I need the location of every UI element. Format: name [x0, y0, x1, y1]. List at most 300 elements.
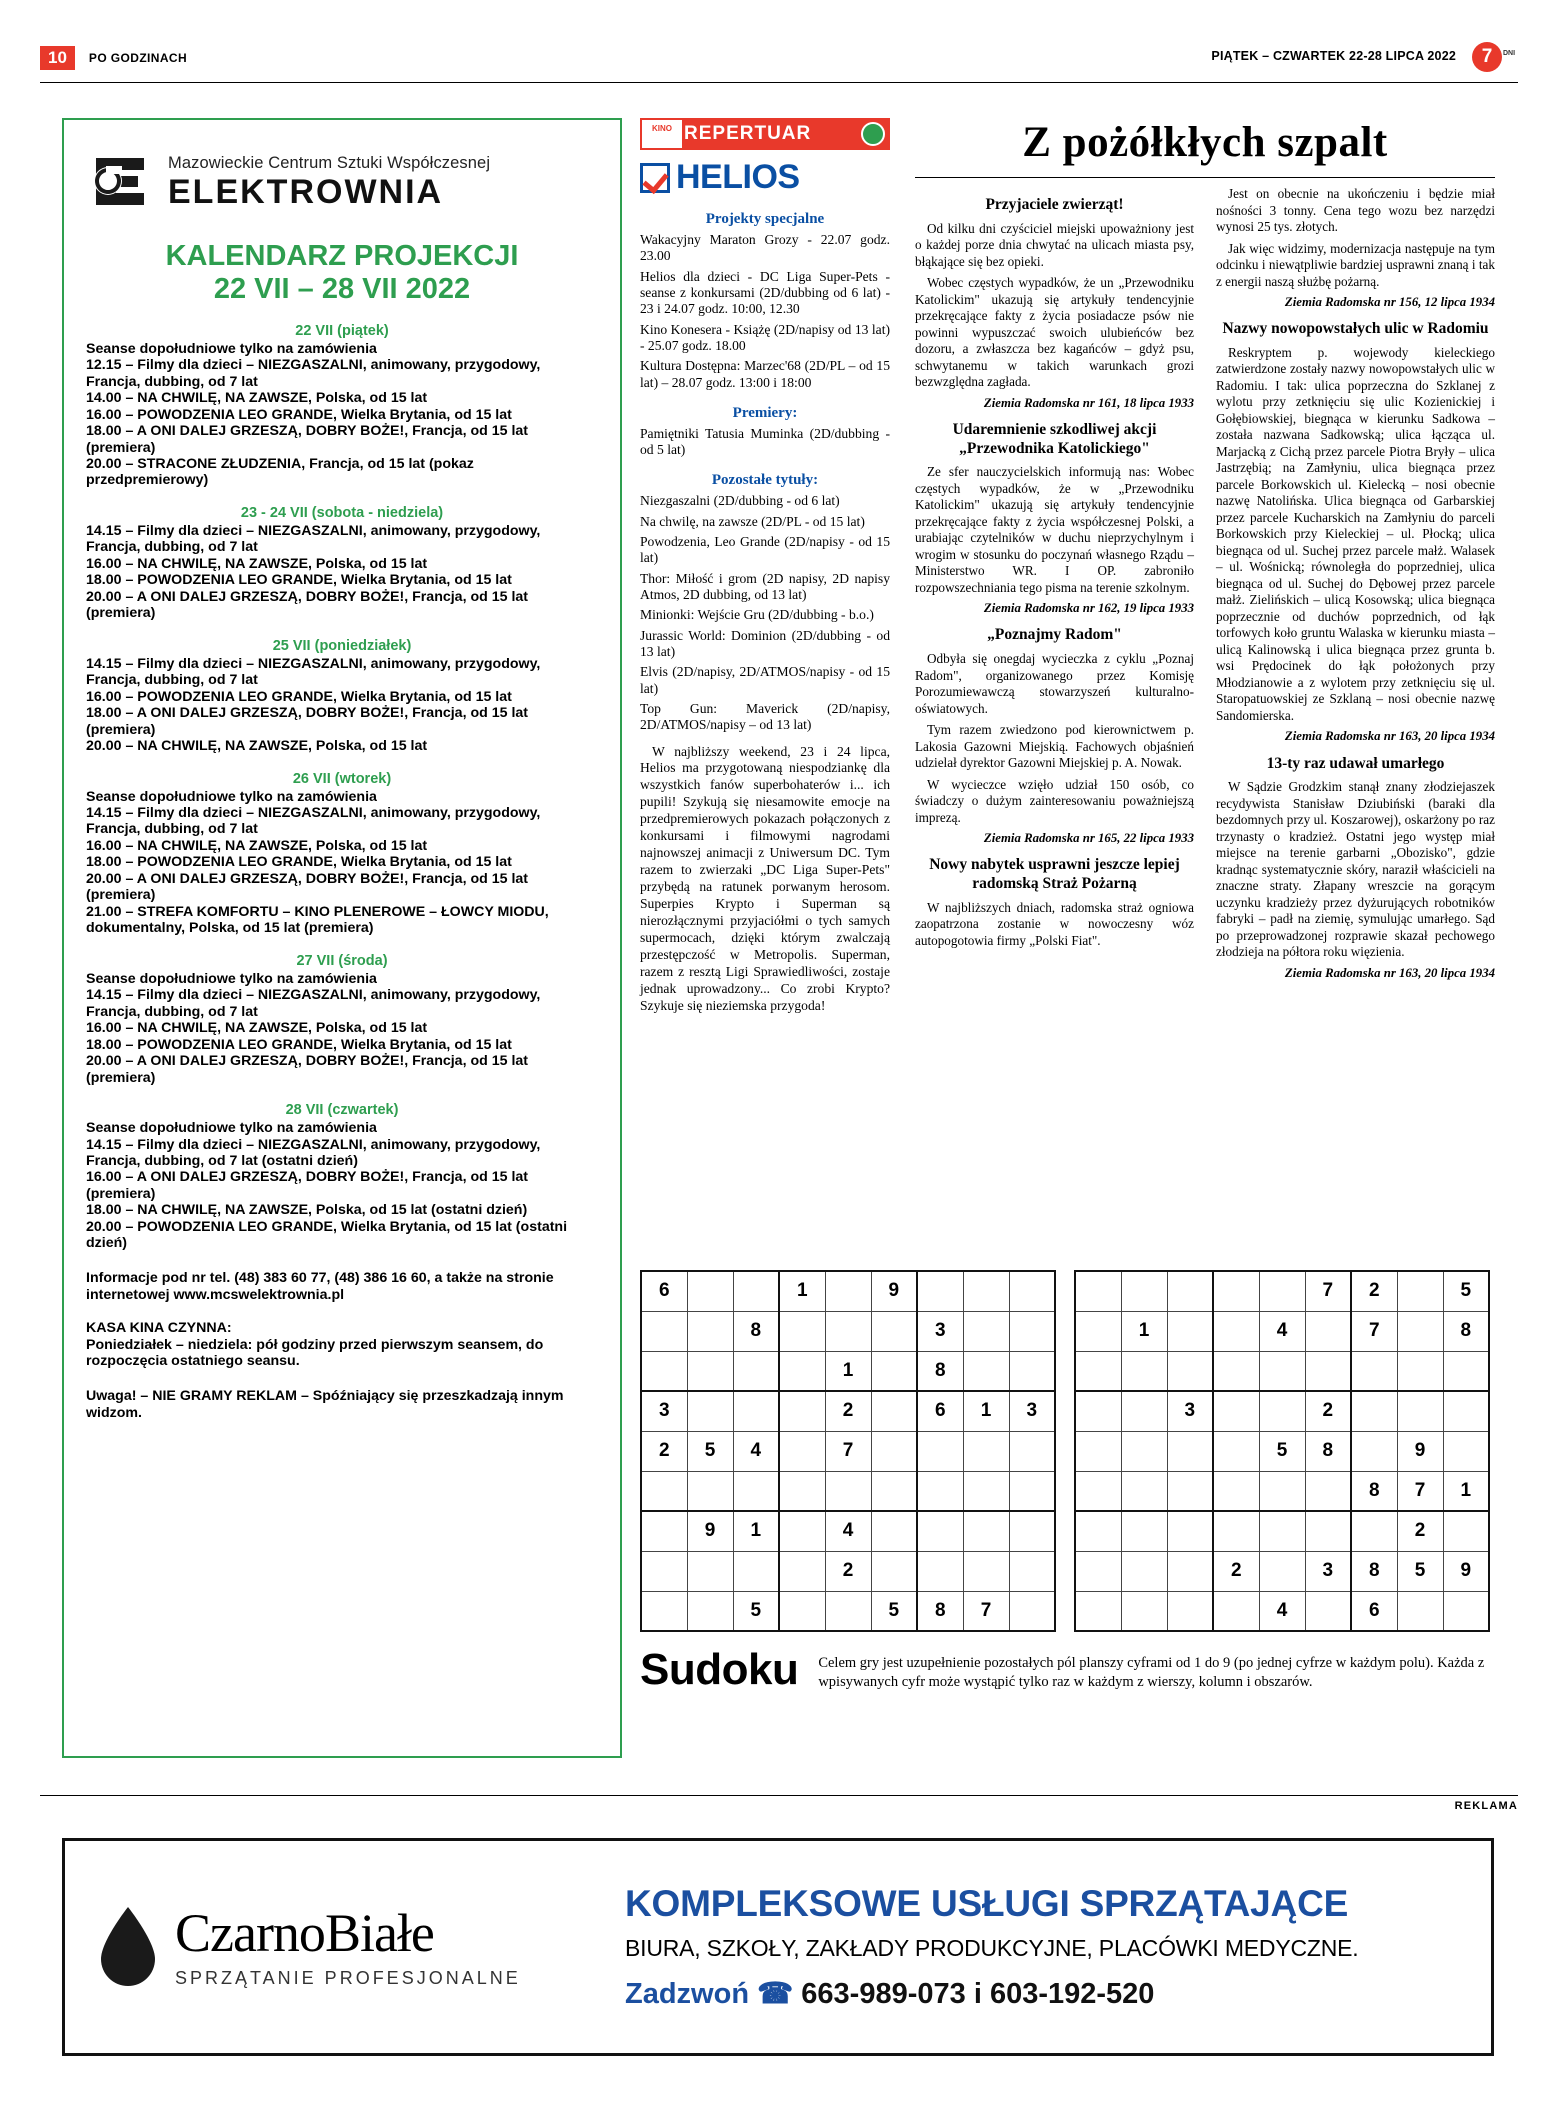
sudoku-cell[interactable]: 8 — [1443, 1311, 1489, 1351]
screening-line: 16.00 – A ONI DALEJ GRZESZĄ, DOBRY BOŻE!, Francja, od 15 lat (premiera) — [86, 1169, 529, 1202]
sudoku-title: Sudoku — [640, 1645, 799, 1694]
sudoku-cell[interactable] — [1305, 1471, 1351, 1511]
helios-item: Helios dla dzieci - DC Liga Super-Pets - seanse z konkursami (2D/dubbing od 6 lat) - 23 i 24.07 godz. 10:00, 12.30 — [640, 268, 890, 317]
sudoku-cell[interactable] — [733, 1271, 779, 1311]
sudoku-row — [641, 1511, 1055, 1551]
helios-item: Kultura Dostępna: Marzec'68 (2D/PL – od 15 lat) – 28.07 godz. 13:00 i 18:00 — [640, 358, 890, 390]
helios-logo — [640, 158, 890, 197]
screening-line: Seanse dopołudniowe tylko na zamówienia — [86, 1120, 377, 1137]
sudoku-cell[interactable]: 6 — [1351, 1591, 1397, 1631]
article-paragraph: Odbyła się onegdaj wycieczka z cyklu „Poznaj Radom", organizowanego przez Komisję Porozumiewawczą stowarzyszeń kulturalno-oświatowych. — [915, 651, 1194, 716]
screening-line: Seanse dopołudniowe tylko na zamówienia — [86, 970, 377, 987]
sudoku-cell[interactable]: 2 — [1351, 1271, 1397, 1311]
sudoku-cell[interactable]: 1 — [733, 1511, 779, 1551]
sudoku-cell[interactable] — [779, 1591, 825, 1631]
screening-line: 18.00 – POWODZENIA LEO GRANDE, Wielka Brytania, od 15 lat — [86, 854, 512, 871]
screening-line: 20.00 – STRACONE ZŁUDZENIA, Francja, od 15 lat (pokaz przedpremierowy) — [86, 455, 474, 489]
advert-phone-numbers: 663-989-073 i 603-192-520 — [801, 1978, 1155, 2010]
screening-line: 18.00 – A ONI DALEJ GRZESZĄ, DOBRY BOŻE!, Francja, od 15 lat (premiera) — [86, 423, 529, 456]
reklama-label: REKLAMA — [1454, 1800, 1518, 1812]
sudoku-row — [1075, 1391, 1489, 1431]
sudoku-cell[interactable]: 6 — [641, 1271, 687, 1311]
sudoku-cell[interactable] — [1259, 1511, 1305, 1551]
sudoku-cell[interactable] — [1213, 1431, 1259, 1471]
page-number: 10 — [40, 46, 75, 70]
sudoku-cell[interactable] — [1167, 1511, 1213, 1551]
szpalt-section — [915, 118, 1495, 981]
sudoku-cell[interactable]: 7 — [1351, 1311, 1397, 1351]
sudoku-cell[interactable] — [1351, 1351, 1397, 1391]
advert-divider — [40, 1795, 1518, 1796]
helios-check-icon — [640, 163, 670, 193]
sudoku-cell[interactable]: 3 — [1167, 1391, 1213, 1431]
sudoku-cell[interactable]: 5 — [1259, 1431, 1305, 1471]
screening-line: 16.00 – POWODZENIA LEO GRANDE, Wielka Brytania, od 15 lat — [86, 688, 512, 705]
sudoku-cell[interactable] — [687, 1351, 733, 1391]
day-block-4 — [86, 953, 598, 1086]
sudoku-cell[interactable]: 7 — [963, 1591, 1009, 1631]
sudoku-cell[interactable] — [1167, 1311, 1213, 1351]
screening-line: 20.00 – A ONI DALEJ GRZESZĄ, DOBRY BOŻE!, Francja, od 15 lat (premiera) — [86, 588, 529, 622]
sudoku-row — [1075, 1551, 1489, 1591]
elektrownia-name: ELEKTROWNIA — [168, 172, 444, 211]
logo-number: 7 — [1472, 42, 1502, 72]
sudoku-cell[interactable] — [687, 1391, 733, 1431]
page-header — [40, 46, 1518, 80]
day-block-2 — [86, 638, 598, 755]
sudoku-cell[interactable] — [1213, 1391, 1259, 1431]
sudoku-cell[interactable] — [963, 1551, 1009, 1591]
sudoku-cell[interactable]: 4 — [825, 1511, 871, 1551]
sudoku-cell[interactable] — [779, 1351, 825, 1391]
sudoku-cell[interactable] — [1213, 1311, 1259, 1351]
sudoku-grid-a[interactable] — [640, 1270, 1056, 1632]
screening-line: 20.00 – NA CHWILĘ, NA ZAWSZE, Polska, od 15 lat — [86, 738, 428, 755]
sudoku-cell[interactable] — [963, 1351, 1009, 1391]
sudoku-cell[interactable] — [1009, 1511, 1055, 1551]
article-paragraph: W najbliższych dniach, radomska straż ogniowa zaopatrzona zostanie w nowoczesny wóz autopogotowia firmy „Polski Fiat". — [915, 899, 1194, 948]
sudoku-cell[interactable]: 8 — [1351, 1551, 1397, 1591]
sudoku-cell[interactable]: 7 — [825, 1431, 871, 1471]
sudoku-cell[interactable] — [917, 1551, 963, 1591]
article-paragraph: Jest on obecnie na ukończeniu i będzie miał nośności 3 tonny. Cena tego wozu bez narzędzi wynosi 25 tys. złotych. — [1216, 186, 1495, 234]
helios-item: Niezgaszalni (2D/dubbing - od 6 lat) — [640, 493, 840, 509]
advert-headline: KOMPLEKSOWE USŁUGI SPRZĄTAJĄCE — [625, 1883, 1349, 1924]
sudoku-cell[interactable] — [1305, 1311, 1351, 1351]
sudoku-cell[interactable] — [733, 1391, 779, 1431]
article-paragraph: W wycieczce wzięło udział 150 osób, co świadczy o dużym zainteresowaniu poważniejszą imprezą. — [915, 776, 1194, 825]
sudoku-cell[interactable] — [917, 1511, 963, 1551]
sudoku-cell[interactable]: 1 — [825, 1351, 871, 1391]
screening-line: 18.00 – POWODZENIA LEO GRANDE, Wielka Brytania, od 15 lat — [86, 1036, 512, 1053]
sudoku-cell[interactable] — [1009, 1551, 1055, 1591]
sudoku-cell[interactable]: 3 — [641, 1391, 687, 1431]
sudoku-cell[interactable] — [1167, 1551, 1213, 1591]
sudoku-cell[interactable] — [779, 1431, 825, 1471]
advert-brand-subtitle: SPRZĄTANIE PROFESJONALNE — [175, 1967, 521, 1988]
sudoku-cell[interactable]: 2 — [1305, 1391, 1351, 1431]
advert-brand-block — [65, 1902, 625, 1989]
day-heading: 22 VII (piątek) — [295, 322, 389, 339]
section-heading: Projekty specjalne — [705, 211, 825, 227]
article-paragraph: Wobec częstych wypadków, że un „Przewodniku Katolickim" ukazują się artykuły tendencyjnie przekręcające fakty z życia posiadacze psów nie powinni wypuszczać swoich ulubieńców bez dozoru, a zwłaszcza bez kagańców – gdyż psu, schwytanemu w takich warunkach grozi bezwzględna zagłada. — [915, 275, 1194, 390]
sudoku-row — [641, 1351, 1055, 1391]
sudoku-cell[interactable] — [1259, 1551, 1305, 1591]
sudoku-cell[interactable] — [1305, 1511, 1351, 1551]
helios-item: Minionki: Wejście Gru (2D/dubbing - b.o.) — [640, 607, 874, 623]
article-paragraph: Reskryptem p. wojewody kieleckiego zatwierdzone zostały nazwy nowopowstałych ulic w Radomiu. I tak: ulica poprzeczna do Szklanej z wylotu przy zetknięciu się ulic Kozienickiej i Gołębiowskiej, biegnąca w kierunku Sadkowa – została nazwana Sadkowską; ulica łącząca ul. Marjacką z Cichą przez parcele Piotra Bryły – ulica Jastrzębią; na Zamłyniu, ulica biegnąca przez parcele Borkowskich ul. Kielecką – nosi obecnie nazwę Natolińska. Ulica biegnąca od Garbarskiej przez parcele Kucharskich na Zamłyniu do parceli Borkowskich przy Kieleckiej – ul. Płocką; ulica biegnąca od ul. Suchej przez parcele małż. Walasek – ul. Wośnicką; równoległa do poprzedniej, ulica biegnąca od ul. Suchej do Dębowej przez parcele małż. Zielińskich – ulicą Kosowską; ulica biegnąca poprzecznie od duchów poprzednich, od łąk torfowych koło gruntu Walaska w kierunku miasta – ulicą Kalinowską i ulica biegnąca przez grunta b. wsi Prędocinek do łąk położonych przy Młodzianowie a z wylotem przy zetknięciu się ul. Staropatuowskiej ze Szklaną – nosi obecnie nazwę Sandomierska. — [1216, 344, 1495, 723]
helios-item: Wakacyjny Maraton Grozy - 22.07 godz. 23.00 — [640, 232, 890, 264]
sudoku-cell[interactable] — [1443, 1511, 1489, 1551]
sudoku-cell[interactable]: 7 — [1397, 1471, 1443, 1511]
helios-item: Elvis (2D/napisy, 2D/ATMOS/napisy - od 15 lat) — [640, 664, 890, 696]
helios-item: Jurassic World: Dominion (2D/dubbing - od 13 lat) — [640, 627, 890, 659]
sudoku-cell[interactable] — [1009, 1431, 1055, 1471]
sudoku-cell[interactable] — [1075, 1471, 1121, 1511]
sudoku-cell[interactable] — [733, 1471, 779, 1511]
sudoku-cell[interactable] — [1075, 1311, 1121, 1351]
sudoku-cell[interactable] — [871, 1431, 917, 1471]
advert-subline: BIURA, SZKOŁY, ZAKŁADY PRODUKCYJNE, PLACÓWKI MEDYCZNE. — [625, 1935, 1359, 1961]
screening-line: 16.00 – NA CHWILĘ, NA ZAWSZE, Polska, od 15 lat — [86, 555, 428, 572]
helios-article-paragraph: W najbliższy weekend, 23 i 24 lipca, Helios ma przygotowaną niespodziankę dla wszystkich fanów superbohaterów i... ich pupili! Szykują się niesamowite emocje na przedpremierowych pokazach połączonych z konkursami i filmowymi nagrodami najnowszej animacji z Uniwersum DC. Tym razem to zwierzaki „DC Liga Super-Pets" przybędą na ratunek porwanym herosom. Superpies Krypto i Superman są nierozłącznymi przyjaciółmi o tych samych supermocach, dzięki którym zwalczają przestępczość w Metropolis. Superman, razem z resztą Ligi Sprawiedliwości, zostaje jednak uprowadzony... Co zrobi Krypto? Szykuje się nieziemska przygoda! — [640, 743, 890, 1014]
sudoku-cell[interactable] — [1121, 1471, 1167, 1511]
sudoku-row — [1075, 1431, 1489, 1471]
day-heading: 27 VII (środa) — [296, 952, 388, 969]
film-reel-icon — [861, 122, 885, 146]
article-source: Ziemia Radomska nr 163, 20 lipca 1934 — [1284, 729, 1495, 744]
sudoku-cell[interactable] — [871, 1311, 917, 1351]
sudoku-cell[interactable]: 8 — [1305, 1431, 1351, 1471]
screening-line: 16.00 – NA CHWILĘ, NA ZAWSZE, Polska, od 15 lat — [86, 837, 428, 854]
sudoku-cell[interactable] — [1075, 1551, 1121, 1591]
sudoku-cell[interactable] — [1443, 1351, 1489, 1391]
sudoku-cell[interactable] — [733, 1551, 779, 1591]
sudoku-cell[interactable]: 2 — [825, 1391, 871, 1431]
sudoku-cell[interactable]: 8 — [1351, 1471, 1397, 1511]
sudoku-row — [641, 1271, 1055, 1311]
article-heading: Nazwy nowopowstałych ulic w Radomiu — [1222, 320, 1489, 338]
sudoku-cell[interactable]: 3 — [1305, 1551, 1351, 1591]
sudoku-cell[interactable] — [1009, 1311, 1055, 1351]
sudoku-cell[interactable]: 3 — [917, 1311, 963, 1351]
issue-date: PIĄTEK – CZWARTEK 22-28 LIPCA 2022 — [1211, 49, 1456, 63]
sudoku-cell[interactable]: 2 — [641, 1431, 687, 1471]
sudoku-cell[interactable]: 9 — [1443, 1551, 1489, 1591]
sudoku-cell[interactable]: 1 — [779, 1271, 825, 1311]
helios-column — [640, 118, 890, 1021]
sudoku-row — [641, 1431, 1055, 1471]
sudoku-cell[interactable] — [917, 1431, 963, 1471]
box-office-hours: Poniedziałek – niedziela: pół godziny przed pierwszym seansem, do rozpoczęcia ostatniego seansu. — [86, 1336, 544, 1370]
sudoku-cell[interactable] — [1305, 1351, 1351, 1391]
sudoku-cell[interactable] — [1121, 1431, 1167, 1471]
sudoku-rules: Celem gry jest uzupełnienie pozostałych pól planszy cyframi od 1 do 9 (po jednej cyfrze w każdym polu). Każda z wpisywanych cyfr może wystąpić tylko raz w każdym z wierszy, kolumn i obszarów. — [818, 1655, 1485, 1690]
repertuar-banner — [640, 118, 890, 150]
sudoku-cell[interactable] — [641, 1591, 687, 1631]
article-source: Ziemia Radomska nr 156, 12 lipca 1934 — [1284, 295, 1495, 309]
helios-item: Powodzenia, Leo Grande (2D/napisy - od 15 lat) — [640, 534, 890, 566]
water-drop-icon — [95, 1905, 161, 1989]
sudoku-cell[interactable] — [779, 1471, 825, 1511]
sudoku-cell[interactable]: 5 — [687, 1431, 733, 1471]
sudoku-row — [641, 1311, 1055, 1351]
helios-item: Top Gun: Maverick (2D/napisy, 2D/ATMOS/napisy – od 13 lat) — [640, 700, 890, 733]
sudoku-cell[interactable] — [1075, 1391, 1121, 1431]
sudoku-cell[interactable]: 6 — [917, 1391, 963, 1431]
article-source: Ziemia Radomska nr 161, 18 lipca 1933 — [983, 395, 1194, 410]
sudoku-cell[interactable] — [687, 1311, 733, 1351]
szpalt-divider — [915, 177, 1495, 178]
sudoku-section — [640, 1270, 1495, 1692]
sudoku-cell[interactable] — [1259, 1351, 1305, 1391]
sudoku-row — [641, 1391, 1055, 1431]
sudoku-cell[interactable] — [641, 1551, 687, 1591]
screening-line: 20.00 – POWODZENIA LEO GRANDE, Wielka Brytania, od 15 lat (ostatni dzień) — [86, 1218, 568, 1252]
advert-brand — [175, 1902, 521, 1963]
screening-line: 20.00 – A ONI DALEJ GRZESZĄ, DOBRY BOŻE!, Francja, od 15 lat (premiera) — [86, 1053, 529, 1086]
sudoku-cell[interactable] — [779, 1311, 825, 1351]
screening-line: 14.00 – NA CHWILĘ, NA ZAWSZE, Polska, od 15 lat — [86, 390, 428, 407]
sudoku-cell[interactable] — [1009, 1471, 1055, 1511]
sudoku-cell[interactable] — [963, 1271, 1009, 1311]
sudoku-cell[interactable]: 1 — [1121, 1311, 1167, 1351]
sudoku-cell[interactable] — [1213, 1591, 1259, 1631]
sudoku-cell[interactable] — [1397, 1311, 1443, 1351]
elektrownia-panel — [62, 118, 622, 1758]
advert-brand-part2: Białe — [324, 1902, 434, 1963]
calendar-title-line2: 22 VII – 28 VII 2022 — [213, 273, 471, 306]
sudoku-cell[interactable]: 9 — [871, 1271, 917, 1311]
sudoku-cell[interactable] — [871, 1351, 917, 1391]
sudoku-cell[interactable]: 5 — [1397, 1551, 1443, 1591]
sudoku-cell[interactable] — [1213, 1471, 1259, 1511]
sudoku-row — [1075, 1591, 1489, 1631]
sudoku-cell[interactable] — [641, 1511, 687, 1551]
sudoku-cell[interactable] — [1167, 1431, 1213, 1471]
sudoku-cell[interactable] — [963, 1431, 1009, 1471]
sudoku-cell[interactable] — [1443, 1591, 1489, 1631]
sudoku-cell[interactable] — [687, 1591, 733, 1631]
sudoku-cell[interactable] — [1259, 1271, 1305, 1311]
sudoku-cell[interactable] — [825, 1471, 871, 1511]
sudoku-cell[interactable] — [1009, 1271, 1055, 1311]
sudoku-cell[interactable] — [1121, 1591, 1167, 1631]
sudoku-cell[interactable] — [687, 1551, 733, 1591]
sudoku-cell[interactable] — [1121, 1271, 1167, 1311]
helios-article — [640, 744, 890, 1016]
sudoku-cell[interactable] — [963, 1511, 1009, 1551]
screening-line: 14.15 – Filmy dla dzieci – NIEZGASZALNI, animowany, przygodowy, Francja, dubbing, od 7 lat — [86, 522, 541, 556]
sudoku-grid-b[interactable] — [1074, 1270, 1490, 1632]
sudoku-cell[interactable] — [917, 1271, 963, 1311]
sudoku-cell[interactable] — [1443, 1391, 1489, 1431]
sudoku-cell[interactable] — [1259, 1391, 1305, 1431]
advertisement[interactable] — [62, 1838, 1494, 2056]
sudoku-cell[interactable] — [963, 1311, 1009, 1351]
sudoku-cell[interactable]: 2 — [825, 1551, 871, 1591]
sudoku-cell[interactable] — [1351, 1431, 1397, 1471]
screening-line: Seanse dopołudniowe tylko na zamówienia — [86, 788, 377, 805]
sudoku-cell[interactable] — [1121, 1551, 1167, 1591]
sudoku-cell[interactable]: 4 — [1259, 1311, 1305, 1351]
screening-line: 18.00 – A ONI DALEJ GRZESZĄ, DOBRY BOŻE!, Francja, od 15 lat (premiera) — [86, 705, 529, 738]
article-paragraph: Tym razem zwiedzono pod kierownictwem p. Lakosia Gazowni Miejskią. Fachowych objaśnień udzielał dyrektor Gazowni Miejskiej p. A. Nowak. — [915, 722, 1194, 771]
helios-item: Kino Konesera - Książę (2D/napisy od 13 lat) - 25.07 godz. 18.00 — [640, 321, 890, 353]
sudoku-cell[interactable]: 7 — [1305, 1271, 1351, 1311]
sudoku-cell[interactable]: 1 — [963, 1391, 1009, 1431]
sudoku-cell[interactable] — [1075, 1351, 1121, 1391]
sudoku-cell[interactable] — [1213, 1511, 1259, 1551]
sudoku-cell[interactable]: 2 — [1213, 1551, 1259, 1591]
sudoku-cell[interactable]: 3 — [1009, 1391, 1055, 1431]
sudoku-cell[interactable] — [1397, 1391, 1443, 1431]
helios-wordmark: HELIOS — [676, 158, 800, 196]
sudoku-cell[interactable] — [779, 1551, 825, 1591]
article-paragraph: Jak więc widzimy, modernizacja następuje na tym odcinku i niewątpliwie bardziej usprawni znaną i tak z energii naszą służbę pożarną. — [1216, 240, 1495, 289]
sudoku-cell[interactable] — [1075, 1431, 1121, 1471]
screening-line: 18.00 – POWODZENIA LEO GRANDE, Wielka Brytania, od 15 lat — [86, 572, 512, 589]
day-heading: 25 VII (poniedziałek) — [272, 637, 412, 654]
sudoku-row — [1075, 1511, 1489, 1551]
sudoku-cell[interactable]: 1 — [1443, 1471, 1489, 1511]
screening-line: Seanse dopołudniowe tylko na zamówienia — [86, 340, 377, 357]
repertuar-label: REPERTUAR — [684, 123, 812, 144]
sudoku-cell[interactable] — [1397, 1351, 1443, 1391]
sudoku-cell[interactable] — [1121, 1351, 1167, 1391]
sudoku-cell[interactable]: 4 — [733, 1431, 779, 1471]
sudoku-cell[interactable] — [1121, 1391, 1167, 1431]
sudoku-cell[interactable] — [963, 1471, 1009, 1511]
article-heading: Przyjaciele zwierząt! — [985, 196, 1124, 213]
sudoku-cell[interactable] — [641, 1471, 687, 1511]
sudoku-cell[interactable]: 5 — [1443, 1271, 1489, 1311]
screening-line: 14.15 – Filmy dla dzieci – NIEZGASZALNI, animowany, przygodowy, Francja, dubbing, od 7 lat — [86, 987, 541, 1020]
helios-section-premieres — [640, 405, 890, 459]
article-heading: 13-ty raz udawał umarłego — [1266, 754, 1445, 772]
sudoku-cell[interactable]: 8 — [917, 1351, 963, 1391]
sudoku-cell[interactable]: 4 — [1259, 1591, 1305, 1631]
day-block-3 — [86, 771, 598, 937]
sudoku-cell[interactable]: 8 — [917, 1591, 963, 1631]
sudoku-cell[interactable] — [825, 1311, 871, 1351]
sudoku-cell[interactable] — [1167, 1271, 1213, 1311]
contact-info: Informacje pod nr tel. (48) 383 60 77, (48) 386 16 60, a także na stronie internetowej www.mcswelektrownia.pl — [86, 1269, 554, 1303]
sudoku-cell[interactable]: 2 — [1397, 1511, 1443, 1551]
article-heading: Nowy nabytek usprawni jeszcze lepiej radomską Straż Pożarną — [929, 856, 1180, 892]
sudoku-row — [1075, 1471, 1489, 1511]
sudoku-cell[interactable] — [1075, 1271, 1121, 1311]
sudoku-cell[interactable] — [1305, 1591, 1351, 1631]
advert-copy-block — [625, 1883, 1491, 2011]
day-block-0 — [86, 323, 598, 489]
sudoku-cell[interactable] — [687, 1471, 733, 1511]
sudoku-cell[interactable] — [871, 1551, 917, 1591]
day-block-1 — [86, 505, 598, 622]
sudoku-cell[interactable] — [1213, 1351, 1259, 1391]
article-paragraph: Ze sfer nauczycielskich informują nas: Wobec częstych wypadków, że w „Przewodniku Katolickim" ukazują się artykuły tendencyjnie przekręcające fakty z życia współczesnej Polski, a urabiając czytelników w duchu nieprzychylnym i wrogim w stosunku do poczynań własnego Rządu – Ministerstwo WR. I OP. zabroniło rozpowszechniania tego pisma na terenie szkolnym. — [915, 464, 1194, 595]
screening-line: 21.00 – STREFA KOMFORTU – KINO PLENEROWE – ŁOWCY MIODU, dokumentalny, Polska, od 15 lat (premiera) — [86, 903, 549, 937]
sudoku-cell[interactable]: 5 — [871, 1591, 917, 1631]
screening-line: 14.15 – Filmy dla dzieci – NIEZGASZALNI, animowany, przygodowy, Francja, dubbing, od 7 lat — [86, 655, 541, 689]
advert-phone-row — [625, 1976, 1451, 2011]
calendar-title — [86, 240, 598, 307]
phone-icon: ☎ — [757, 1978, 794, 2010]
sudoku-cell[interactable] — [917, 1471, 963, 1511]
sudoku-cell[interactable] — [779, 1391, 825, 1431]
sudoku-cell[interactable]: 8 — [733, 1311, 779, 1351]
sudoku-row — [1075, 1351, 1489, 1391]
sudoku-cell[interactable] — [1213, 1271, 1259, 1311]
sudoku-cell[interactable] — [1009, 1591, 1055, 1631]
sudoku-cell[interactable]: 9 — [1397, 1431, 1443, 1471]
day-heading: 28 VII (czwartek) — [285, 1102, 399, 1119]
masthead-logo — [1472, 42, 1518, 72]
sudoku-cell[interactable] — [825, 1591, 871, 1631]
elektrownia-mark-icon — [86, 152, 154, 210]
helios-section-others — [640, 472, 890, 733]
sudoku-cell[interactable]: 5 — [733, 1591, 779, 1631]
sudoku-row — [641, 1471, 1055, 1511]
sudoku-cell[interactable] — [733, 1351, 779, 1391]
article-heading: „Poznajmy Radom" — [987, 626, 1122, 644]
sudoku-cell[interactable] — [825, 1271, 871, 1311]
sudoku-cell[interactable] — [1167, 1591, 1213, 1631]
sudoku-cell[interactable] — [1009, 1351, 1055, 1391]
sudoku-cell[interactable] — [779, 1511, 825, 1551]
article-heading: Udaremnienie szkodliwej akcji „Przewodnika Katolickiego" — [952, 420, 1157, 457]
screening-line: 16.00 – NA CHWILĘ, NA ZAWSZE, Polska, od 15 lat — [86, 1020, 428, 1037]
day-block-5 — [86, 1102, 598, 1252]
screening-line: 14.15 – Filmy dla dzieci – NIEZGASZALNI, animowany, przygodowy, Francja, dubbing, od 7 lat — [86, 805, 541, 838]
article-paragraph: W Sądzie Grodzkim stanął znany złodziejaszek recydywista Stanisław Dziubiński (baraki dla bezdomnych przy ul. Koszarowej), oskarżony po raz trzynasty o kradzież. Ostatni jego występ miał miejsce na terenie garbarni „Obozisko", gdzie kradnąc systematycznie skóry, naraził właścicieli na znaczne straty. Złapany wreszcie na gorącym uczynku kradzieży przez dyżurujących robotników fabryki – padł na ziemię, symulując umarłego. Sąd po przeprowadzonej rozprawie skazał pechowego złodzieja na półtora roku więzienia. — [1216, 779, 1495, 960]
sudoku-cell[interactable] — [641, 1351, 687, 1391]
elektrownia-logo-row — [86, 152, 598, 210]
sudoku-cell[interactable] — [1351, 1391, 1397, 1431]
sudoku-cell[interactable] — [1259, 1471, 1305, 1511]
sudoku-cell[interactable] — [687, 1271, 733, 1311]
sudoku-cell[interactable]: 9 — [687, 1511, 733, 1551]
sudoku-row — [1075, 1311, 1489, 1351]
sudoku-cell[interactable] — [871, 1511, 917, 1551]
sudoku-cell[interactable] — [641, 1311, 687, 1351]
szpalt-title: Z pożółkłych szpalt — [1022, 119, 1388, 166]
szpalt-columns — [915, 186, 1495, 981]
sudoku-cell[interactable] — [1075, 1591, 1121, 1631]
article-source: Ziemia Radomska nr 162, 19 lipca 1933 — [983, 601, 1194, 616]
sudoku-cell[interactable] — [1443, 1431, 1489, 1471]
sudoku-cell[interactable] — [1397, 1591, 1443, 1631]
page-section-label: PO GODZINACH — [88, 51, 188, 65]
sudoku-cell[interactable] — [1121, 1511, 1167, 1551]
helios-item: Thor: Miłość i grom (2D napisy, 2D napisy Atmos, 2D dubbing, od 13 lat) — [640, 570, 890, 602]
advert-brand-part1: Czarno — [175, 1902, 325, 1963]
article-source: Ziemia Radomska nr 165, 22 lipca 1933 — [983, 831, 1194, 846]
kino-badge: KINO — [642, 120, 682, 148]
header-divider — [40, 82, 1518, 83]
notice-text: Uwaga! – NIE GRAMY REKLAM – Spóźniający się przeszkadzają innym widzom. — [86, 1387, 564, 1421]
screening-line: 18.00 – NA CHWILĘ, NA ZAWSZE, Polska, od 15 lat (ostatni dzień) — [86, 1202, 528, 1219]
helios-section-special — [640, 211, 890, 391]
sudoku-cell[interactable] — [1351, 1511, 1397, 1551]
helios-item: Na chwilę, na zawsze (2D/PL - od 15 lat) — [640, 513, 865, 529]
sudoku-cell[interactable] — [1075, 1511, 1121, 1551]
sudoku-cell[interactable] — [1167, 1471, 1213, 1511]
sudoku-cell[interactable] — [871, 1391, 917, 1431]
sudoku-cell[interactable] — [1397, 1271, 1443, 1311]
sudoku-cell[interactable] — [871, 1471, 917, 1511]
sudoku-cell[interactable] — [1167, 1351, 1213, 1391]
